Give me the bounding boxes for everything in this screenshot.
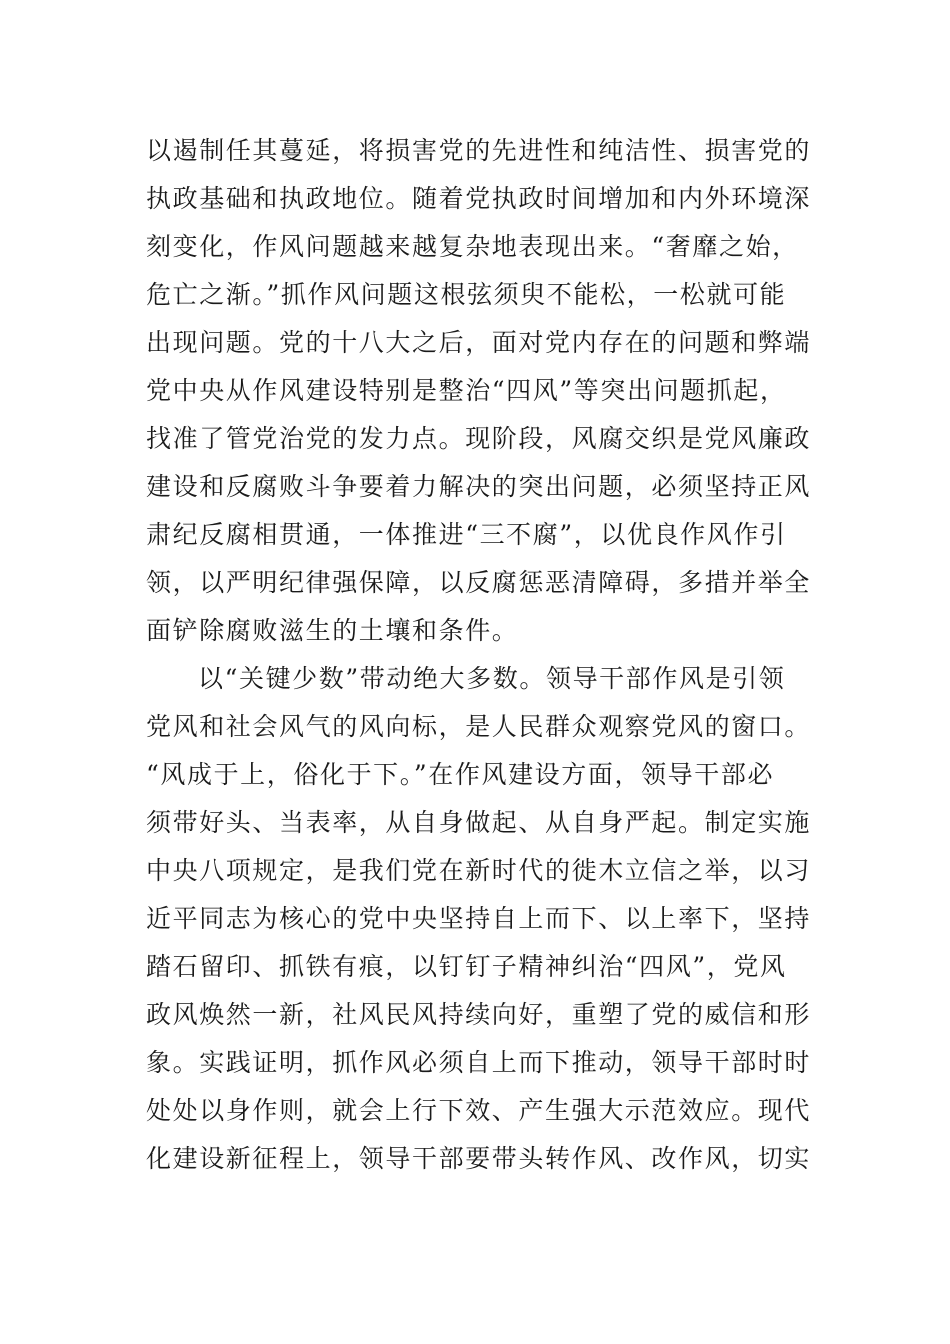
- text-line: “风成于上，俗化于下。”在作风建设方面，领导干部必: [146, 760, 775, 789]
- text-line: 象。实践证明，抓作风必须自上而下推动，领导干部时时: [146, 1048, 812, 1077]
- text-line: 建设和反腐败斗争要着力解决的突出问题，必须坚持正风: [146, 472, 812, 501]
- text-line: 党风和社会风气的风向标，是人民群众观察党风的窗口。: [146, 712, 812, 741]
- text-line-first: 以“关键少数”带动绝大多数。领导干部作风是引领: [198, 664, 786, 693]
- text-line: 肃纪反腐相贯通，一体推进“三不腐”，以优良作风作引: [146, 520, 787, 549]
- text-line: 面铲除腐败滋生的土壤和条件。: [146, 616, 519, 645]
- text-line: 近平同志为核心的党中央坚持自上而下、以上率下，坚持: [146, 904, 812, 933]
- text-line: 执政基础和执政地位。随着党执政时间增加和内外环境深: [146, 184, 812, 213]
- text-line: 须带好头、当表率，从自身做起、从自身严起。制定实施: [146, 808, 812, 837]
- paragraph-2: [146, 655, 812, 1183]
- paragraph-1: [146, 127, 812, 655]
- text-line: 出现问题。党的十八大之后，面对党内存在的问题和弊端: [146, 328, 812, 357]
- text-line: 政风焕然一新，社风民风持续向好，重塑了党的威信和形: [146, 1000, 812, 1029]
- text-line: 刻变化，作风问题越来越复杂地表现出来。“奢靡之始，: [146, 232, 799, 261]
- text-line: 找准了管党治党的发力点。现阶段，风腐交织是党风廉政: [146, 424, 812, 453]
- text-line: 危亡之渐。”抓作风问题这根弦须臾不能松，一松就可能: [146, 280, 787, 309]
- document-body: [146, 127, 812, 1183]
- text-line: 中央八项规定，是我们党在新时代的徙木立信之举，以习: [146, 856, 812, 885]
- text-line: 踏石留印、抓铁有痕，以钉钉子精神纠治“四风”，党风: [146, 952, 787, 981]
- text-line: 以遏制任其蔓延，将损害党的先进性和纯洁性、损害党的: [146, 136, 812, 165]
- text-line: 化建设新征程上，领导干部要带头转作风、改作风，切实: [146, 1144, 812, 1173]
- text-line: 党中央从作风建设特别是整治“四风”等突出问题抓起，: [146, 376, 787, 405]
- text-line: 处处以身作则，就会上行下效、产生强大示范效应。现代: [146, 1096, 812, 1125]
- text-line: 领，以严明纪律强保障，以反腐惩恶清障碍，多措并举全: [146, 568, 812, 597]
